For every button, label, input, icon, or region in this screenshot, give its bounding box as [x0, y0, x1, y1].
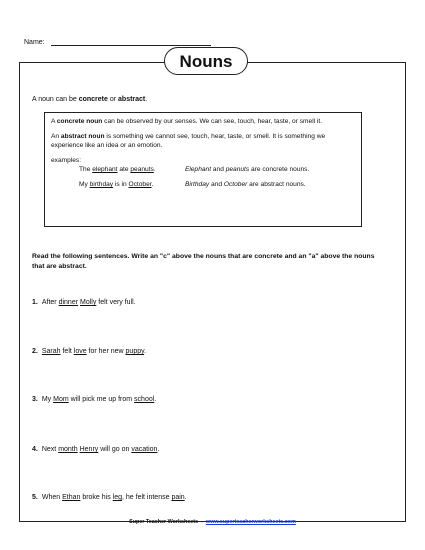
example-row [51, 180, 355, 195]
footer [0, 519, 425, 525]
sentence-text: . [144, 348, 147, 355]
example-text: and [209, 181, 224, 189]
sentence-text: felt very full. [96, 299, 136, 306]
example-text: . [153, 166, 156, 174]
noun-word[interactable]: Molly [80, 299, 97, 306]
example-text: ate [117, 166, 131, 174]
noun-word[interactable]: school [134, 396, 155, 403]
sentence-text: After [41, 299, 59, 306]
question-2 [32, 348, 146, 355]
noun-word[interactable]: love [73, 348, 87, 355]
sentence-text: When [41, 494, 63, 501]
examples-label: examples: [51, 156, 82, 164]
intro-abstract: abstract [118, 96, 146, 103]
name-label: Name: [24, 39, 45, 46]
def-text: can be observed by our senses. We can see, touch, hear, taste, or smell it. [102, 118, 323, 125]
name-blank-line[interactable] [51, 37, 211, 46]
example-sentence [79, 165, 156, 175]
sentence-text: . [184, 494, 187, 501]
sentence-text: Next [41, 446, 59, 453]
sentence-text: . [157, 446, 160, 453]
sentence-text: for her new [86, 348, 126, 355]
example-explanation [185, 180, 306, 190]
example-text: are abstract nouns. [247, 181, 306, 189]
noun-word[interactable]: Mom [53, 396, 69, 403]
abstract-term: abstract noun [60, 132, 105, 140]
example-text: . [151, 181, 154, 189]
example-explanation-noun: October [223, 181, 248, 189]
footer-link[interactable]: www.superteacherworksheets.com [205, 519, 296, 525]
question-number: 3. [32, 396, 38, 403]
sentence-text: will go on [98, 446, 132, 453]
instructions: Read the following sentences. Write an "c" above the nouns that are concrete and an "a" above the nouns that are abstract. [32, 253, 375, 270]
sentence-text: broke his [80, 494, 113, 501]
concrete-definition [51, 117, 355, 127]
def-text: A [51, 118, 57, 125]
sentence-text: , he felt intense [122, 494, 172, 501]
example-sentence [79, 180, 153, 190]
question-number: 4. [32, 446, 38, 453]
example-noun: peanuts [130, 166, 154, 174]
intro-sentence [32, 96, 147, 103]
noun-word[interactable]: month [58, 446, 78, 453]
definition-box [44, 112, 362, 227]
question-3 [32, 396, 156, 403]
footer-brand: Super Teacher Worksheets [129, 519, 199, 525]
concrete-term: concrete noun [56, 118, 103, 125]
question-5 [32, 494, 187, 501]
example-text: My [79, 181, 90, 189]
example-text: are concrete nouns. [249, 166, 310, 174]
example-explanation-noun: peanuts [225, 166, 250, 174]
page-title: Nouns [164, 47, 248, 75]
intro-text: . [145, 96, 148, 103]
example-text: The [79, 166, 93, 174]
example-text: and [211, 166, 226, 174]
sentence-text: felt [60, 348, 74, 355]
example-noun: elephant [92, 166, 118, 174]
intro-text: A noun can be [32, 96, 79, 103]
noun-word[interactable]: dinner [58, 299, 79, 306]
sentence-text: My [41, 396, 54, 403]
def-text: An [51, 132, 61, 140]
sentence-text: will pick me up from [68, 396, 135, 403]
name-field-row [24, 37, 211, 46]
noun-word[interactable]: puppy [125, 348, 145, 355]
example-noun: October [128, 181, 152, 189]
noun-word[interactable]: Sarah [41, 348, 61, 355]
intro-text: or [107, 96, 119, 103]
example-explanation-noun: Birthday [185, 181, 210, 189]
noun-word[interactable]: pain [171, 494, 185, 501]
def-text: is something we cannot see, touch, hear, taste, or smell. It is something we experience like an idea or an emotion. [51, 132, 326, 150]
noun-word[interactable]: leg [112, 494, 123, 501]
noun-word[interactable]: Henry [79, 446, 99, 453]
example-text: is in [113, 181, 129, 189]
question-number: 5. [32, 494, 38, 501]
intro-concrete: concrete [78, 96, 108, 103]
noun-word[interactable]: Ethan [62, 494, 81, 501]
example-noun: birthday [89, 181, 114, 189]
abstract-definition [51, 132, 355, 151]
examples-list [51, 165, 355, 195]
question-1 [32, 299, 136, 306]
example-explanation [185, 165, 309, 175]
example-row [51, 165, 355, 180]
question-number: 2. [32, 348, 38, 355]
question-4 [32, 446, 159, 453]
question-number: 1. [32, 299, 38, 306]
footer-separator: - [198, 519, 206, 525]
sentence-text: . [154, 396, 157, 403]
noun-word[interactable]: vacation [131, 446, 158, 453]
example-explanation-noun: Elephant [185, 166, 212, 174]
